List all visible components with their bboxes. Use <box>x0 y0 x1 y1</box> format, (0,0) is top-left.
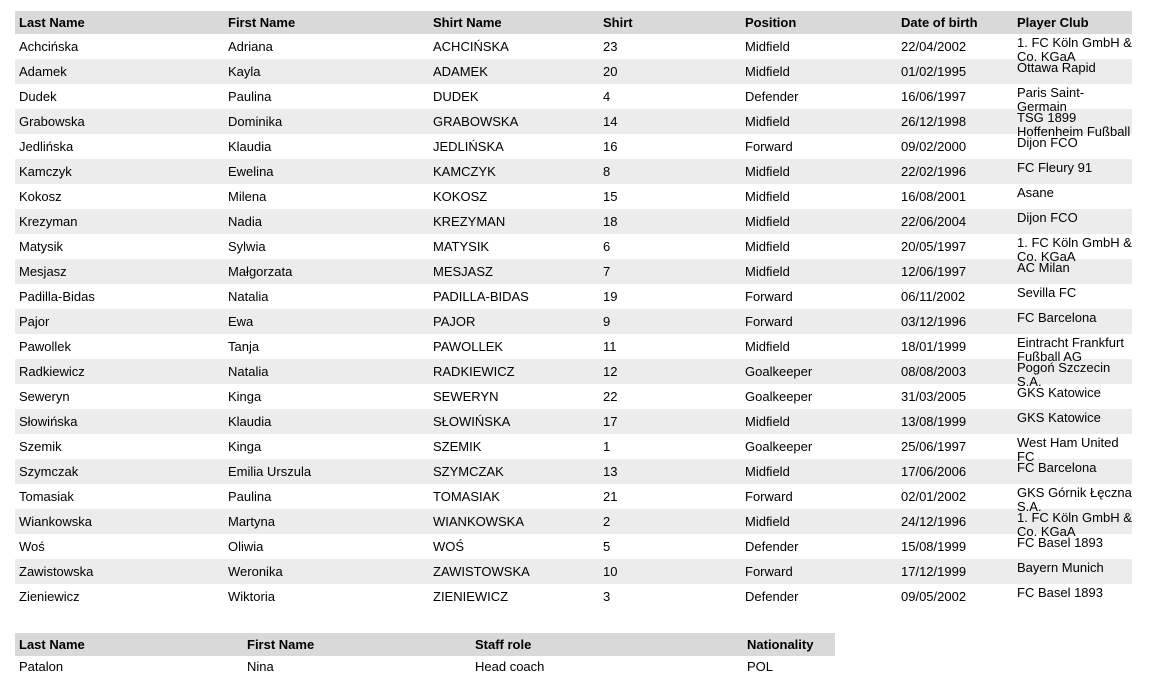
cell-shirt: 15 <box>603 189 618 204</box>
player-club-text: GKS Katowice <box>1017 385 1101 400</box>
cell-first-name: Weronika <box>228 564 283 579</box>
cell-shirt-name: SZEMIK <box>433 439 482 454</box>
player-club-text: Dijon FCO <box>1017 210 1078 225</box>
cell-shirt-name: KOKOSZ <box>433 189 488 204</box>
cell-last-name: Kamczyk <box>19 164 72 179</box>
player-club-text: 1. FC Köln GmbH & Co. KGaA <box>1017 510 1132 539</box>
staff-cell-staff-role: Head coach <box>475 659 545 674</box>
cell-player-club <box>1013 509 1132 539</box>
cell-shirt-name: RADKIEWICZ <box>433 364 515 379</box>
cell-player-club <box>1013 559 1132 584</box>
cell-last-name: Achcińska <box>19 39 79 54</box>
cell-last-name: Tomasiak <box>19 489 74 504</box>
cell-first-name: Ewelina <box>228 164 274 179</box>
cell-shirt: 11 <box>603 339 617 354</box>
cell-shirt: 23 <box>603 39 618 54</box>
cell-last-name: Pawollek <box>19 339 72 354</box>
cell-shirt-name: ZIENIEWICZ <box>433 589 509 604</box>
staff-cell-nationality: POL <box>747 659 774 674</box>
cell-first-name: Martyna <box>228 514 275 529</box>
player-row <box>15 384 1132 409</box>
player-club-text: AC Milan <box>1017 260 1070 275</box>
cell-shirt: 10 <box>603 564 618 579</box>
header-last-name: Last Name <box>19 15 85 30</box>
staff-header-nationality: Nationality <box>747 637 814 652</box>
cell-date-of-birth: 26/12/1998 <box>901 114 967 129</box>
cell-last-name: Kokosz <box>19 189 62 204</box>
cell-last-name: Słowińska <box>19 414 78 429</box>
cell-player-club <box>1013 84 1132 114</box>
cell-position: Goalkeeper <box>745 389 813 404</box>
cell-player-club <box>1013 184 1132 209</box>
cell-player-club <box>1013 309 1132 334</box>
cell-date-of-birth: 25/06/1997 <box>901 439 967 454</box>
player-row <box>15 559 1132 584</box>
cell-last-name: Zawistowska <box>19 564 94 579</box>
cell-last-name: Matysik <box>19 239 64 254</box>
cell-last-name: Seweryn <box>19 389 70 404</box>
player-club-text: GKS Górnik Łęczna S.A. <box>1017 485 1132 514</box>
cell-position: Forward <box>745 139 793 154</box>
player-row <box>15 84 1132 109</box>
cell-date-of-birth: 03/12/1996 <box>901 314 967 329</box>
cell-date-of-birth: 02/01/2002 <box>901 489 967 504</box>
player-club-text: West Ham United FC <box>1017 435 1119 464</box>
cell-first-name: Kinga <box>228 389 262 404</box>
cell-date-of-birth: 24/12/1996 <box>901 514 967 529</box>
player-club-text: 1. FC Köln GmbH & Co. KGaA <box>1017 35 1132 64</box>
cell-position: Forward <box>745 489 793 504</box>
player-row <box>15 159 1132 184</box>
cell-position: Defender <box>745 539 799 554</box>
cell-position: Midfield <box>745 239 790 254</box>
cell-first-name: Natalia <box>228 289 269 304</box>
cell-date-of-birth: 09/02/2000 <box>901 139 967 154</box>
cell-position: Defender <box>745 589 799 604</box>
cell-first-name: Tanja <box>228 339 260 354</box>
cell-position: Forward <box>745 314 793 329</box>
cell-shirt-name: MESJASZ <box>433 264 493 279</box>
player-club-text: Bayern Munich <box>1017 560 1104 575</box>
cell-last-name: Szemik <box>19 439 62 454</box>
cell-first-name: Nadia <box>228 214 262 229</box>
cell-player-club <box>1013 359 1132 389</box>
player-club-text: FC Fleury 91 <box>1017 160 1093 175</box>
cell-shirt-name: PAWOLLEK <box>433 339 504 354</box>
cell-position: Midfield <box>745 339 790 354</box>
cell-player-club <box>1013 484 1132 514</box>
player-row <box>15 409 1132 434</box>
cell-shirt-name: TOMASIAK <box>433 489 500 504</box>
cell-shirt: 17 <box>603 414 618 429</box>
cell-last-name: Dudek <box>19 89 57 104</box>
cell-shirt-name: GRABOWSKA <box>433 114 519 129</box>
cell-player-club <box>1013 534 1132 559</box>
cell-date-of-birth: 22/04/2002 <box>901 39 967 54</box>
cell-shirt: 5 <box>603 539 611 554</box>
cell-position: Goalkeeper <box>745 439 813 454</box>
cell-shirt-name: SZYMCZAK <box>433 464 504 479</box>
cell-position: Midfield <box>745 39 790 54</box>
player-row <box>15 134 1132 159</box>
cell-position: Midfield <box>745 114 790 129</box>
cell-date-of-birth: 22/06/2004 <box>901 214 967 229</box>
cell-first-name: Ewa <box>228 314 254 329</box>
staff-header-row <box>15 633 835 656</box>
cell-last-name: Woś <box>19 539 45 554</box>
player-row <box>15 184 1132 209</box>
cell-position: Midfield <box>745 264 790 279</box>
cell-last-name: Szymczak <box>19 464 79 479</box>
cell-date-of-birth: 15/08/1999 <box>901 539 967 554</box>
cell-date-of-birth: 31/03/2005 <box>901 389 967 404</box>
cell-shirt: 20 <box>603 64 618 79</box>
cell-player-club <box>1013 109 1132 139</box>
header-date-of-birth: Date of birth <box>901 15 978 30</box>
player-row <box>15 359 1132 384</box>
cell-shirt: 1 <box>603 439 611 454</box>
cell-player-club <box>1013 234 1132 264</box>
cell-last-name: Grabowska <box>19 114 85 129</box>
header-position: Position <box>745 15 797 30</box>
cell-first-name: Kinga <box>228 439 262 454</box>
cell-date-of-birth: 20/05/1997 <box>901 239 967 254</box>
cell-first-name: Paulina <box>228 489 272 504</box>
player-row <box>15 334 1132 359</box>
cell-date-of-birth: 13/08/1999 <box>901 414 967 429</box>
player-row <box>15 459 1132 484</box>
cell-player-club <box>1013 284 1132 309</box>
staff-cell-first-name: Nina <box>247 659 274 674</box>
cell-shirt-name: DUDEK <box>433 89 479 104</box>
cell-position: Defender <box>745 89 799 104</box>
cell-first-name: Oliwia <box>228 539 264 554</box>
cell-date-of-birth: 17/12/1999 <box>901 564 967 579</box>
cell-last-name: Mesjasz <box>19 264 67 279</box>
staff-header-last-name: Last Name <box>19 637 85 652</box>
cell-position: Midfield <box>745 464 790 479</box>
players-table <box>15 11 1132 609</box>
cell-player-club <box>1013 459 1132 484</box>
cell-player-club <box>1013 409 1132 434</box>
player-club-text: Eintracht Frankfurt Fußball AG <box>1017 335 1124 364</box>
cell-shirt: 9 <box>603 314 611 329</box>
cell-shirt: 4 <box>603 89 611 104</box>
player-club-text: Asane <box>1017 185 1054 200</box>
cell-first-name: Dominika <box>228 114 283 129</box>
cell-first-name: Adriana <box>228 39 273 54</box>
cell-date-of-birth: 08/08/2003 <box>901 364 967 379</box>
player-row <box>15 59 1132 84</box>
cell-shirt: 3 <box>603 589 611 604</box>
player-row <box>15 584 1132 609</box>
staff-header-first-name: First Name <box>247 637 315 652</box>
player-row <box>15 534 1132 559</box>
cell-player-club <box>1013 159 1132 184</box>
header-shirt-name: Shirt Name <box>433 15 502 30</box>
player-row <box>15 284 1132 309</box>
cell-shirt: 21 <box>603 489 618 504</box>
cell-shirt: 19 <box>603 289 618 304</box>
cell-date-of-birth: 01/02/1995 <box>901 64 967 79</box>
cell-shirt-name: JEDLIŃSKA <box>433 139 504 154</box>
cell-shirt-name: WOŚ <box>433 539 465 554</box>
cell-last-name: Pajor <box>19 314 50 329</box>
player-row <box>15 484 1132 509</box>
staff-table <box>15 633 835 678</box>
cell-first-name: Klaudia <box>228 414 272 429</box>
cell-shirt: 7 <box>603 264 611 279</box>
cell-first-name: Wiktoria <box>228 589 275 604</box>
cell-shirt: 13 <box>603 464 618 479</box>
cell-shirt-name: ACHCIŃSKA <box>433 39 509 54</box>
header-first-name: First Name <box>228 15 296 30</box>
staff-header-role: Staff role <box>475 637 532 652</box>
cell-shirt-name: SŁOWIŃSKA <box>433 414 511 429</box>
player-club-text: FC Basel 1893 <box>1017 535 1103 550</box>
cell-first-name: Sylwia <box>228 239 266 254</box>
cell-shirt-name: WIANKOWSKA <box>433 514 525 529</box>
cell-shirt-name: SEWERYN <box>433 389 499 404</box>
cell-player-club <box>1013 334 1132 364</box>
cell-shirt-name: KAMCZYK <box>433 164 496 179</box>
cell-last-name: Krezyman <box>19 214 78 229</box>
player-club-text: Ottawa Rapid <box>1017 60 1096 75</box>
cell-position: Midfield <box>745 64 790 79</box>
cell-shirt-name: KREZYMAN <box>433 214 506 229</box>
cell-position: Goalkeeper <box>745 364 813 379</box>
player-club-text: FC Barcelona <box>1017 460 1097 475</box>
player-row <box>15 434 1132 459</box>
cell-date-of-birth: 22/02/1996 <box>901 164 967 179</box>
cell-shirt-name: PAJOR <box>433 314 476 329</box>
cell-date-of-birth: 16/06/1997 <box>901 89 967 104</box>
cell-shirt-name: ADAMEK <box>433 64 488 79</box>
cell-player-club <box>1013 34 1132 64</box>
cell-first-name: Klaudia <box>228 139 272 154</box>
player-club-text: Sevilla FC <box>1017 285 1077 300</box>
cell-shirt: 16 <box>603 139 618 154</box>
cell-player-club <box>1013 209 1132 234</box>
player-club-text: TSG 1899 Hoffenheim Fußball <box>1017 110 1131 139</box>
cell-first-name: Kayla <box>228 64 261 79</box>
cell-last-name: Padilla-Bidas <box>19 289 95 304</box>
cell-position: Midfield <box>745 164 790 179</box>
player-club-text: FC Barcelona <box>1017 310 1097 325</box>
cell-shirt: 2 <box>603 514 611 529</box>
cell-position: Forward <box>745 289 793 304</box>
cell-player-club <box>1013 59 1132 84</box>
player-club-text: FC Basel 1893 <box>1017 585 1103 600</box>
cell-first-name: Małgorzata <box>228 264 293 279</box>
cell-date-of-birth: 06/11/2002 <box>901 289 966 304</box>
header-shirt: Shirt <box>603 15 633 30</box>
player-row <box>15 209 1132 234</box>
cell-date-of-birth: 18/01/1999 <box>901 339 967 354</box>
player-row <box>15 34 1132 59</box>
cell-player-club <box>1013 434 1132 464</box>
player-club-text: Pogoń Szczecin S.A. <box>1017 360 1111 389</box>
cell-shirt: 18 <box>603 214 618 229</box>
player-club-text: Dijon FCO <box>1017 135 1078 150</box>
player-club-text: GKS Katowice <box>1017 410 1101 425</box>
player-row <box>15 259 1132 284</box>
cell-last-name: Adamek <box>19 64 67 79</box>
cell-first-name: Emilia Urszula <box>228 464 312 479</box>
cell-position: Midfield <box>745 414 790 429</box>
cell-last-name: Radkiewicz <box>19 364 85 379</box>
staff-row <box>15 656 835 678</box>
cell-date-of-birth: 17/06/2006 <box>901 464 967 479</box>
staff-cell-last-name: Patalon <box>19 659 64 674</box>
cell-shirt-name: PADILLA-BIDAS <box>433 289 529 304</box>
players-header-row <box>15 11 1132 34</box>
cell-shirt: 22 <box>603 389 618 404</box>
cell-player-club <box>1013 584 1132 609</box>
cell-last-name: Jedlińska <box>19 139 74 154</box>
header-player-club: Player Club <box>1017 15 1089 30</box>
cell-shirt: 8 <box>603 164 611 179</box>
player-club-text: Paris Saint-Germain <box>1017 85 1085 114</box>
cell-first-name: Paulina <box>228 89 272 104</box>
player-row <box>15 309 1132 334</box>
cell-date-of-birth: 16/08/2001 <box>901 189 967 204</box>
cell-last-name: Wiankowska <box>19 514 92 529</box>
cell-shirt-name: MATYSIK <box>433 239 490 254</box>
cell-last-name: Zieniewicz <box>19 589 80 604</box>
player-row <box>15 234 1132 259</box>
player-row <box>15 109 1132 134</box>
cell-position: Midfield <box>745 189 790 204</box>
cell-shirt: 6 <box>603 239 611 254</box>
cell-position: Forward <box>745 564 793 579</box>
cell-shirt: 12 <box>603 364 618 379</box>
cell-first-name: Natalia <box>228 364 269 379</box>
cell-position: Midfield <box>745 514 790 529</box>
player-club-text: 1. FC Köln GmbH & Co. KGaA <box>1017 235 1132 264</box>
cell-position: Midfield <box>745 214 790 229</box>
cell-shirt-name: ZAWISTOWSKA <box>433 564 530 579</box>
cell-date-of-birth: 12/06/1997 <box>901 264 967 279</box>
cell-first-name: Milena <box>228 189 267 204</box>
cell-shirt: 14 <box>603 114 618 129</box>
player-row <box>15 509 1132 534</box>
cell-date-of-birth: 09/05/2002 <box>901 589 967 604</box>
cell-player-club <box>1013 384 1132 409</box>
